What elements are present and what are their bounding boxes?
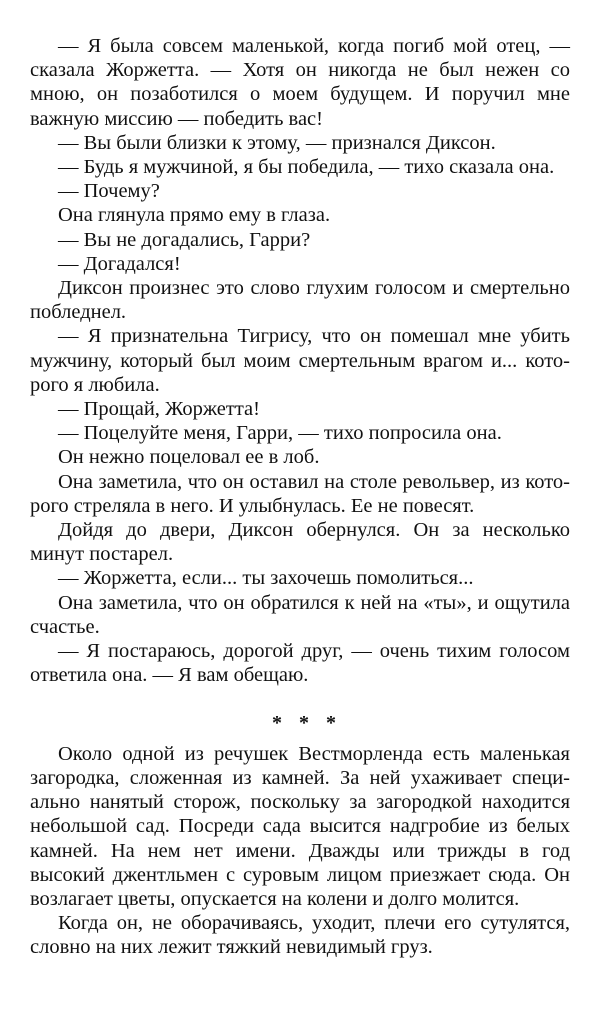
paragraph: — Я постараюсь, дорогой друг, — очень тихим голосом ответила она. — Я вам обещаю. xyxy=(30,640,570,687)
paragraph: Она заметила, что он оставил на столе револьвер, из которого стреляла в него. И улыбнулась. Ее не повесят. xyxy=(30,470,570,517)
paragraph: — Вы были близки к этому, — признался Диксон. xyxy=(58,131,496,154)
paragraph: Она глянула прямо ему в глаза. xyxy=(58,204,331,227)
paragraph: Диксон произнес это слово глухим голосом и смертельно побледнел. xyxy=(30,277,570,324)
section-separator: * * * xyxy=(272,712,342,735)
paragraph: Когда он, не оборачиваясь, уходит, плечи его сутулятся, словно на них лежит тяжкий невидимый груз. xyxy=(30,912,570,959)
paragraph: — Жоржетта, если... ты захочешь помолиться... xyxy=(58,567,474,590)
paragraph: Дойдя до двери, Диксон обернулся. Он за несколько минут постарел. xyxy=(30,519,570,566)
paragraph: — Я признательна Тигрису, что он помешал мне убить мужчину, который был моим смертельным врагом и... которого я любила. xyxy=(30,325,570,396)
paragraph: — Прощай, Жоржетта! xyxy=(58,398,260,421)
paragraph: — Я была совсем маленькой, когда погиб мой отец, — сказала Жоржетта. — Хотя он никогда не был нежен со мною, он позаботился о моем будущем. И поручил мне важную миссию — победить вас! xyxy=(30,35,570,130)
paragraph: — Догадался! xyxy=(58,252,181,275)
paragraph: Она заметила, что он обратился к ней на «ты», и ощутила счастье. xyxy=(30,591,570,638)
paragraph: Он нежно поцеловал ее в лоб. xyxy=(58,446,320,469)
paragraph: Около одной из речушек Вестморленда есть маленькая загородка, сложенная из камней. За ней ухаживает специально нанятый сторож, поскольку за загородкой находится небольшой сад. Посреди сада высится надгробие из белых камней. На нем нет имени. Дважды или трижды в год высокий джентльмен с суровым лицом приезжает сюда. Он возлагает цветы, опускается на колени и долго молится. xyxy=(30,742,570,910)
paragraph: — Почему? xyxy=(58,180,160,203)
paragraph: — Вы не догадались, Гарри? xyxy=(58,228,311,251)
paragraph: — Будь я мужчиной, я бы победила, — тихо сказала она. xyxy=(58,156,555,179)
book-page xyxy=(30,34,570,960)
paragraph: — Поцелуйте меня, Гарри, — тихо попросила она. xyxy=(58,422,502,445)
